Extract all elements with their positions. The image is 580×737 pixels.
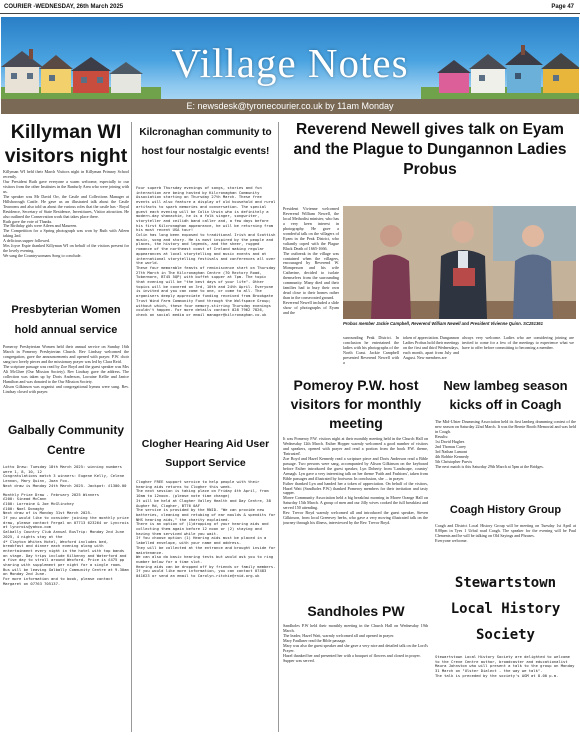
newell-body-mid: surrounding Peak District. In conclusion he entertained the ladies with his photographs of the North Coast. Jackie Campbell presented Reverend Newell with a [343,336,399,365]
lambeg-line: The next match is this Saturday 29th March at 5pm at the Bridges. [435,463,544,469]
presbyterian-paragraph: Alison Gilkinson was organist and congregational hymns were sung. Rev. Lindsay closed with prayer. [3,383,129,394]
sandholes-paragraph: Hazel thanked her and presented her with a bouquet of flowers and closed in prayer. [283,652,421,658]
lambeg-line: 3rd Nathan Lamont [435,448,468,454]
killyman-paragraph: The Birthday girls were Aileen and Maureen. [3,223,78,229]
galbally-headline: Galbally Community Centre [7,423,125,457]
sandholes-paragraph: Supper was served. [283,657,315,663]
person-3-body [513,255,553,320]
clogher-paragraph: The next session is taking place on Friday 4th April, from 10am to 12noon. (please note time change) [136,488,269,499]
coagh-history-headline: Coagh History Group [449,504,562,516]
galbally-body [3,465,129,733]
coagh-history-body [435,524,576,554]
pomeroy-body [283,437,428,593]
sandholes-paragraph: Mary was also the guest speaker and she gave a very nice and detailed talk on the Lord's Prayer. [283,642,428,653]
presbyterian-headline: Presbyterian Women hold annual service [11,304,121,336]
killyman-paragraph: Ruth gave the vote of Thanks. [3,218,53,224]
probus-photo [343,206,576,319]
galbally-line: £200: Sinead McCann [3,496,47,502]
person-2-head [452,221,474,243]
presbyterian-paragraph: The scripture passage was read by Zoe Boyd and the guest speaker was Mrs Ali McGhee (Our Mission Society). Rev Lindsay gave the address. The collection was taken up by Doris Anderson, Lorraine Kellie and Janice Hamilton and was donated to the Our Mission Society. [3,363,129,384]
galbally-line: Monthly Prize Draw - February 2025 Winners [3,491,100,497]
newell-body-far: always very welcome. Ladies who are considering joining are invited to come for a few of the meetings to experience what we have to offer before committing to becoming a member. [462,336,574,350]
kilcronaghan-headline: Kilcronaghan community to host four nostalgic events! [139,127,272,157]
clogher-paragraph: There is an option of (1)dropping of your hearing aids and collecting them again before 12 noon or (2) staying and having them serviced while you wait. [136,521,269,536]
page-header [0,0,580,14]
pomeroy-paragraph: Moree Community Association held a big breakfast morning in Moree Orange Hall on Saturday 15th March. A group of men and our Jilly wives cooked the full breakfast and served 150 attending. [283,495,428,511]
lambeg-line: 1st David Hughes [435,438,465,444]
galbally-line: 4* Clayton Whites Hotel, Wexford includes bed, breakfast and dinner each evening along with entertainment every night in the hotel with top bands on stage. Day trips include Kilkenny and Waterford and a five day to stroll around Wexford. Price is £475 pp sharing with supplement per night for a single room. Bus will be leaving Galbally Community Centre at 9.30am on Monday 2nd June. [3,538,129,577]
lambeg-line: 5th Christopher Purvis [435,458,473,464]
village-notes-banner [1,17,579,114]
column-divider-2 [278,122,279,732]
banner-email-line: E: newsdesk@tyronecourier.co.uk by 11am Monday [1,99,579,114]
kilcronaghan-paragraph: These four memorable feasts of reminiscence start on Thursday 27th March in The Kilcronaghan Centre (70 Rectory Road, Tobermore, BT45 5QP) with buffet supper at 7pm. The topic that evening will be "the best days of your life". Other topics will be covered on 3rd, 10th and 24th April. Everyone is invited and you can come to one, or come to all. The organisers deeply appreciate funding received from Brookgate Trust Wind Farm Community Fund through the Wolfspace Group; without which, these four memory-stirring Thursday evenings couldn't happen. For more details contact 028 7962 7826, check on social media or email manager@kilcronaghan.co.uk [136,264,276,317]
newell-paragraph: Reverend Newell included a slide show of photographs of Eyam and the [283,300,339,316]
sandholes-paragraph: Sandholes P.W held their monthly meeting in the Church Hall on Wednesday 19th March. [283,624,428,633]
sandholes-paragraph: Mary Faulkner read the Bible passage. [283,637,347,643]
newell-headline: Reverend Newell gives talk on Eyam and the Plague to Dungannon Ladies Probus [293,121,567,178]
sandholes-body [283,624,428,733]
clogher-paragraph: Clogher FREE support service to help people with their hearing aids returns to Clogher this week. [136,480,260,489]
presbyterian-body [3,345,129,412]
galbally-line: Congratulations match 3 winners: Eugene Kelly, Celene Lennon, Mary Quinn, Joan Fox. [3,473,125,484]
killyman-paragraph: We sang the Countrywomans Song to conclude. [3,253,82,259]
people-photograph [343,206,576,319]
lambeg-line: 2nd Thomas Carey [435,443,467,449]
clogher-paragraph: If you would like more information, you can contact 07483 041623 or send an email to Carolyn.ritchie@rnid.org.uk [136,568,267,579]
galbally-line: If you would like to consider joining the monthly prize draw, please contact Fergal on 07713 623264 or Lyncrois at lyncrois@yahoo.com [3,515,129,530]
newell-body-left [283,207,339,371]
killyman-paragraph: Our President Ruth gave everyone a warm welcome, especially to our visitors from the other Institutes in the Ranfurly Area who were joining with us. [3,178,129,194]
kilcronaghan-paragraph: Colin has long been exposed to traditional Irish and Scottish music, song and story. He is most inspired by the people and places, the history and legends, and the sheer, rugged romance of the northeast coast of Ireland making regular appearances at local storytelling and music events and at international storytelling festivals and conferences all over the world. [136,232,276,266]
galbally-line: For more information and to book, please contact Margaret on 07763 705137. [3,576,113,586]
clogher-paragraph: Hearing aids can be dropped off by friends or family members. [136,563,276,569]
newell-paragraph: President Vivienne welcomed Reverend William Newell, the local Methodist minister, who has a very keen interest in photography. He gave a wonderful talk on the villagers of Eyam in the Peak District, who valiantly coped with the Plague Black Death of 1665-1666. [283,207,339,251]
pomeroy-paragraph: Esther thanked Lyn and handed her a token of appreciation. On behalf of the visitors, Hazel Watt (Sandholes P.W.) thanked Pomeroy members for their invitation and tasty supper. [283,480,428,496]
clogher-body [136,480,276,733]
column-divider-1 [131,122,132,732]
galbally-line: Next draw of is Monday 31st March 2025. [3,510,93,516]
galbally-line: £100: Noel Donaghy [3,505,45,511]
newell-body-right: token of appreciation. Dungannon Ladies Probus hold their meetings on the first and third Wednesdays, each month, apart from July and August. New members are [403,336,459,360]
sandholes-headline: Sandholes PW [307,603,405,619]
killyman-paragraph: Killyman WI held their March Visitors night in Killyman Primary School recently. [3,170,129,179]
person-1-body [371,255,411,320]
sandholes-paragraph: The leader, Hazel Watt, warmly welcomed all and opened in prayer. [283,632,395,638]
stewartstown-paragraph: Stewartstown Local History Society are delighted to welcome to the Creve Centre author, broadcaster and educationalist Maura Johnston who will present a talk to the group on Monday 31 March on "Ulster Dialect - the way we talk". [435,655,575,674]
galbally-line: £100: Lorraine & Joe McGlinchey [3,500,74,506]
killyman-body [3,170,129,297]
stewartstown-paragraph: The talk is preceded by the society's AGM at 8.00 p.m. [435,672,559,678]
pomeroy-paragraph: Rev. Trevor Boyd warmly welcomed all and introduced the guest speaker, Steven Gilkinson, from local Greenvey herbs, who gave a very moving illustrated talk on the journey through his illness, interviewed by the Rev. Trevor Boyd. [283,510,428,526]
issue-date: COURIER -WEDNESDAY, 26th March 2025 [4,3,124,10]
clogher-paragraph: They will be collected at the entrance and brought inside for maintenance. [136,544,276,555]
killyman-paragraph: The speaker was Mr David Orr, the Castle and Collections Manager at Hillsborough Castle. He gave us an illustrated talk about the Castle Tearooms and also told us about the various roles that the castle has - Royal Residence, Secretary of State Residence, Investitures, Visitor attraction. He also outlined the Conservation work that takes place there. [3,193,129,219]
pomeroy-paragraph: It was Pomeroy P.W. visitors night at their monthly meeting held in the Church Hall on Wednesday 12th March. Esther Hopper warmly welcomed a good number of visitors and speakers, opened with prayer and read a portion from the book P.W. theme, 'Entrusted'. [283,437,428,456]
galbally-line: Lotto Draw: Tuesday 18th March 2025: winning numbers were 1, 8, 10, 12 [3,465,122,474]
lambeg-headline: New lambeg season kicks off in Coagh [443,378,568,412]
clogher-paragraph: The service is provided by the RNID. "We can provide new batteries, cleaning and retubing of ear moulds & spendits for NHS hearing aids," the charity explained. [136,507,276,522]
clogher-headline: Clogher Hearing Aid User Support Service [141,438,270,469]
pomeroy-paragraph: Zoe Boyd and Hazel Kennedy read a scripture piece and Doris Anderson read a Bible passage. Two persons were sang, accompanied by Alison Gilkinson on the keyboard before Esther introduced the guest speaker, Lyn Doherty from 'Landscape, country' Armagh. Lyn gave a very interesting talk on her theme 'Faith and Fashions', taken from Bible passages and illustrated by footwear. In conclusion, she ... in prayer. [283,455,428,481]
person-1-head [380,225,402,247]
page-number: Page 47 [551,3,574,10]
gift-box [453,268,475,286]
galbally-line: Galbally Country Club Annual BusTrip: Monday 2nd June 2025, 4 nights stay at the [3,529,125,539]
newell-paragraph: The outbreak in the village was contained when the villagers, encouraged by Reverend W. Mompesson and his wife Catherine, decided to isolate themselves from the surrounding community. Many died and their families had to bury their own dead close to their homes rather than in the consecrated ground. [283,250,339,301]
killyman-headline: Killyman WI visitors night [4,121,128,167]
lambeg-line: 4th Robbie Kennedy [435,453,469,459]
galbally-line: Next draw is Monday 24th March 2025. Jackpot: £1300.00 [3,482,127,488]
lambeg-line: Results: [435,433,449,439]
clogher-paragraph: It will be held at Clogher Valley Health and Day Centre, 38 Augher Rd, Clogher, BT76 0AF [136,497,271,508]
killyman-paragraph: Mrs Joyce Espie thanked Killyman WI on behalf of the visitors present for the lovely evening. [3,243,129,254]
pomeroy-headline: Pomeroy P.W. host visitors for monthly meeting [290,377,422,431]
clogher-paragraph: We can also do basic hearing tests but would ask you to ring number below for a time slot. [136,554,274,564]
stewartstown-body [435,655,576,733]
kilcronaghan-body [136,186,276,422]
clogher-paragraph: If You choose option (1) Hearing aids must be placed in a labelled envelope, with your name and address. [136,535,267,546]
killyman-paragraph: The Competition for a Spring photograph was won by Ruth with Aileen taking 2nd. [3,228,129,239]
kilcronaghan-paragraph: Four superb Thursday evenings of songs, stories and fun interaction are being hosted by Kilcronaghan Community Association starting on Thursday 27th March. These free events will also feature a display of old household and rural artifacts to spark memories and conversation. The special guest each evening will be Colin Urwin who is definitely a modern-day shanachie, he is a folk singer, songwriter, storyteller and ceilidh band caller and, a few days before his first Kilcronaghan appearance, he will be returning from his most recent USA tour! [136,186,276,233]
killyman-paragraph: A delicious supper followed. [3,238,51,244]
lambeg-body [435,420,576,482]
person-3-head [522,225,544,247]
photo-caption: Probus member Jackie Campbell, Reverend William Newell and President Vivienne Quinn. SC251361 [343,321,543,326]
coagh-history-paragraph: Everyone welcome. [435,537,468,543]
lambeg-line: The Mid-Ulster Drumming Association held its first lambeg drumming contest of the new season on Saturday 22nd March. It was the Bernie Booth Memorial and was held in Coagh. [435,420,576,434]
presbyterian-paragraph: Pomeroy Presbyterian Women held their annual service on Sunday 16th March in Pomeroy Presbyterian Church. Rev Lindsay welcomed the congregation, gave the announcements and opened with prayer. P.W. choir sang two lovely pieces and the missionary prayer was led by Clara Reid. [3,345,129,364]
coagh-history-paragraph: Coagh and District Local History Group will be meeting on Tuesday 1st April at 8.00pm in Tyes 1 Urbal road Coagh. The speaker for the evening will be Paul Clements and he will be talking on Old Sayings and Phrases. [435,524,576,538]
banner-title: Village Notes [171,40,409,86]
stewartstown-headline: Stewartstown Local History Society [450,575,561,643]
